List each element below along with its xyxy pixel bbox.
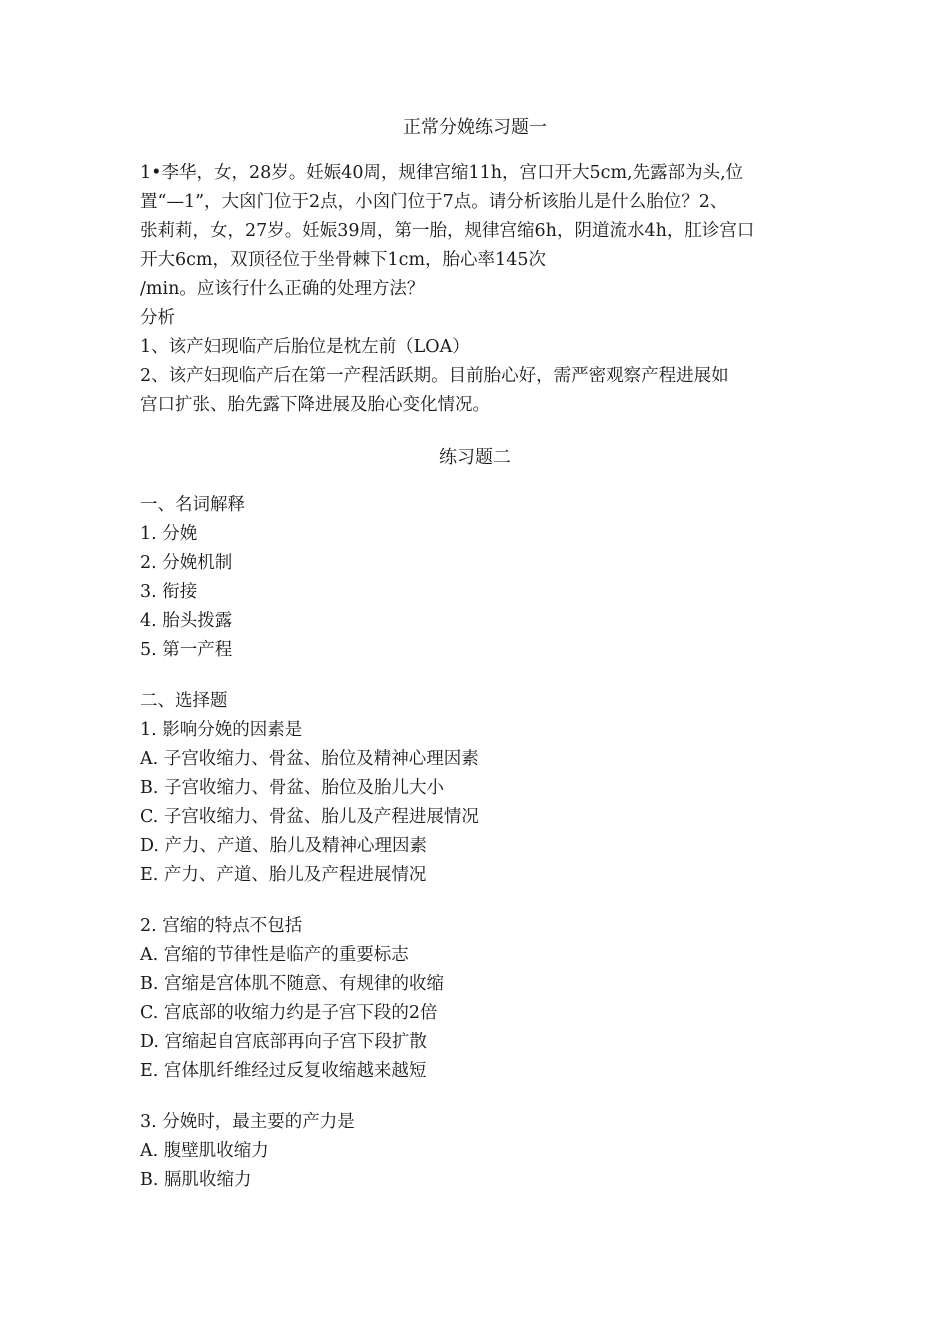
analysis-line: 2、该产妇现临产后在第一产程活跃期。目前胎心好，需严密观察产程进展如 [140, 366, 729, 386]
case-text-line: 张莉莉，女，27岁。妊娠39周，第一胎，规律宫缩6h，阴道流水4h，肛诊宫口 [140, 221, 755, 241]
option-item: D. 产力、产道、胎儿及精神心理因素 [140, 836, 428, 856]
case-text-line: 开大6cm，双顶径位于坐骨棘下1cm，胎心率145次 [140, 250, 546, 270]
option-item: A. 腹壁肌收缩力 [140, 1141, 269, 1161]
analysis-label: 分析 [140, 308, 175, 328]
document-title: 正常分娩练习题一 [403, 117, 547, 138]
section-title: 练习题二 [439, 447, 511, 468]
option-item: D. 宫缩起自宫底部再向子宫下段扩散 [140, 1032, 428, 1052]
question-text: 2. 宫缩的特点不包括 [140, 916, 303, 936]
section-heading: 二、选择题 [140, 691, 228, 711]
term-item: 1. 分娩 [140, 524, 198, 544]
analysis-line: 宫口扩张、胎先露下降进展及胎心变化情况。 [140, 395, 490, 415]
analysis-line: 1、该产妇现临产后胎位是枕左前（LOA） [140, 337, 470, 357]
option-item: E. 产力、产道、胎儿及产程进展情况 [140, 865, 427, 885]
term-item: 4. 胎头拨露 [140, 611, 233, 631]
option-item: C. 子宫收缩力、骨盆、胎儿及产程进展情况 [140, 807, 479, 827]
option-item: B. 宫缩是宫体肌不随意、有规律的收缩 [140, 974, 444, 994]
term-item: 3. 衔接 [140, 582, 198, 602]
case-text-line: 置“—1”，大囟门位于2点，小囟门位于7点。请分析该胎儿是什么胎位？2、 [140, 192, 728, 212]
question-text: 1. 影响分娩的因素是 [140, 720, 303, 740]
section-heading: 一、名词解释 [140, 495, 245, 515]
option-item: E. 宫体肌纤维经过反复收缩越来越短 [140, 1061, 427, 1081]
case-text-line: 1•李华，女，28岁。妊娠40周，规律宫缩11h，宫口开大5cm,先露部为头,位 [140, 163, 744, 183]
term-item: 5. 第一产程 [140, 640, 233, 660]
option-item: A. 子宫收缩力、骨盆、胎位及精神心理因素 [140, 749, 479, 769]
option-item: B. 子宫收缩力、骨盆、胎位及胎儿大小 [140, 778, 444, 798]
question-text: 3. 分娩时，最主要的产力是 [140, 1112, 355, 1132]
case-text-line: /min。应该行什么正确的处理方法？ [140, 279, 425, 299]
option-item: C. 宫底部的收缩力约是子宫下段的2倍 [140, 1003, 438, 1023]
option-item: A. 宫缩的节律性是临产的重要标志 [140, 945, 409, 965]
option-item: B. 膈肌收缩力 [140, 1170, 252, 1190]
term-item: 2. 分娩机制 [140, 553, 233, 573]
